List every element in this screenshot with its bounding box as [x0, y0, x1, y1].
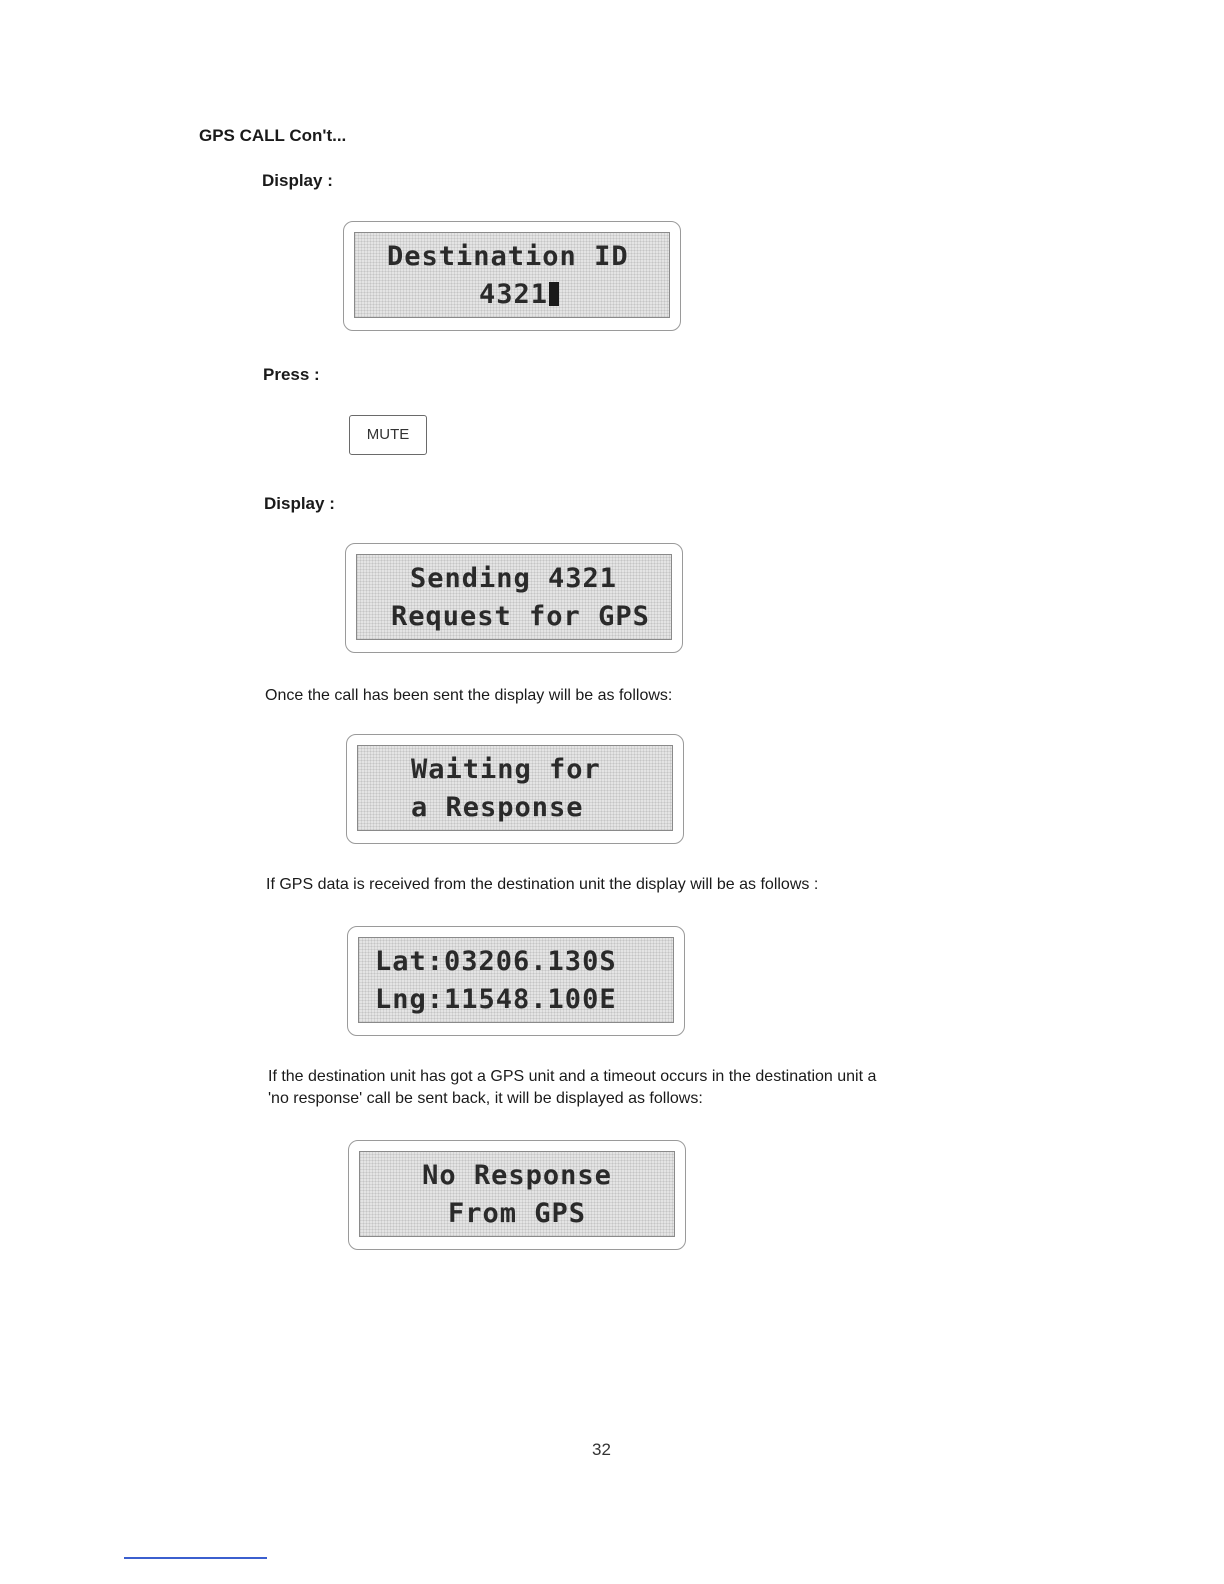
lcd-screen — [354, 232, 670, 318]
lcd-display-coordinates — [347, 926, 685, 1036]
paragraph-timeout-line-1: If the destination unit has got a GPS unit and a timeout occurs in the destination unit a — [268, 1068, 877, 1085]
page-number: 32 — [592, 1440, 611, 1459]
display-label-2: Display : — [264, 494, 335, 513]
lcd-line-2: Request for GPS — [391, 601, 650, 632]
cursor-block-icon — [549, 282, 559, 306]
lcd-line-2: From GPS — [447, 1198, 587, 1229]
lcd-display-sending — [345, 543, 683, 653]
paragraph-gps-received: If GPS data is received from the destination unit the display will be as follows : — [266, 876, 819, 893]
paragraph-call-sent: Once the call has been sent the display will be as follows: — [265, 687, 673, 704]
mute-key-button[interactable]: MUTE — [349, 415, 427, 455]
press-label: Press : — [263, 365, 320, 384]
lcd-display-no-response — [348, 1140, 686, 1250]
footer-divider — [124, 1557, 267, 1559]
display-label-1: Display : — [262, 171, 333, 190]
lcd-line-1: Waiting for — [411, 754, 601, 785]
lcd-display-destination-id — [343, 221, 681, 331]
lcd-display-waiting — [346, 734, 684, 844]
lcd-screen — [358, 937, 674, 1023]
lcd-screen — [359, 1151, 675, 1237]
lcd-line-1: Sending 4321 — [410, 563, 618, 594]
lcd-screen — [356, 554, 672, 640]
section-heading: GPS CALL Con't... — [199, 126, 347, 145]
lcd-line-2: a Response — [411, 792, 584, 823]
lcd-line-1: Lat:03206.130S — [375, 946, 617, 977]
paragraph-timeout-line-2: 'no response' call be sent back, it will be displayed as follows: — [268, 1090, 703, 1107]
lcd-line-2-text: 4321 — [479, 279, 549, 310]
lcd-line-1: No Response — [422, 1160, 612, 1191]
lcd-line-2: Lng:11548.100E — [375, 984, 617, 1015]
lcd-line-2 — [479, 279, 793, 310]
lcd-line-1: Destination ID — [387, 241, 629, 272]
lcd-screen — [357, 745, 673, 831]
